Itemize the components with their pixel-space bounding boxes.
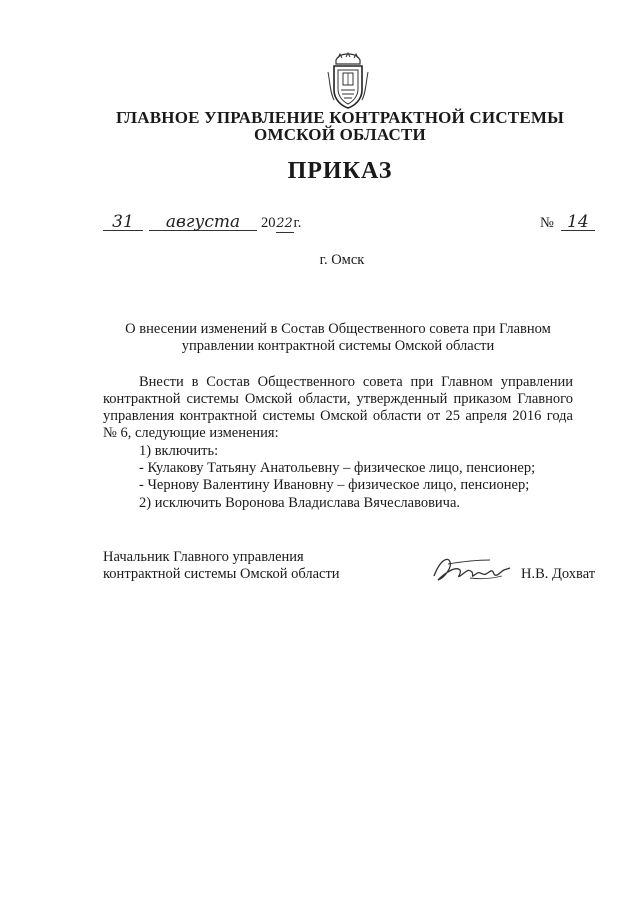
signer-position-line1: Начальник Главного управления: [103, 549, 304, 565]
body-line2: контрактной системы Омской области, утвержденный приказом Главного: [103, 391, 573, 407]
document-number: [540, 214, 595, 232]
number-sign: №: [540, 215, 554, 231]
signer-name: Н.В. Дохват: [521, 566, 596, 582]
body-line3: управления контрактной системы Омской области от 25 апреля 2016 года: [103, 408, 573, 424]
signer-position-line2: контрактной системы Омской области: [103, 566, 340, 582]
city: г. Омск: [319, 252, 365, 268]
list-item-include: 1) включить:: [139, 443, 219, 459]
body-line1: Внести в Состав Общественного совета при Главном управлении: [139, 374, 573, 390]
number-value: 14: [561, 214, 595, 231]
list-item-exclude: 2) исключить Воронова Владислава Вячеславовича.: [139, 495, 461, 511]
body-line4: № 6, следующие изменения:: [103, 425, 279, 441]
date-month: августа: [149, 214, 257, 231]
date-day: 31: [103, 214, 143, 231]
document-date: [103, 214, 301, 233]
date-year-suffix: 22: [276, 216, 293, 231]
list-item-include-person1: - Кулакову Татьяну Анатольевну – физическое лицо, пенсионер;: [139, 460, 536, 476]
subject-line2: управлении контрактной системы Омской области: [181, 338, 495, 354]
list-item-include-person2: - Чернову Валентину Ивановну – физическое лицо, пенсионер;: [139, 477, 530, 493]
organization-name-line1: ГЛАВНОЕ УПРАВЛЕНИЕ КОНТРАКТНОЙ СИСТЕМЫ: [115, 108, 565, 127]
handwritten-signature: [430, 552, 512, 584]
subject-line1: О внесении изменений в Состав Общественного совета при Главном: [125, 321, 551, 337]
document-type-title: ПРИКАЗ: [287, 158, 393, 184]
date-year-prefix: 20: [261, 215, 276, 231]
organization-name-line2: ОМСКОЙ ОБЛАСТИ: [254, 125, 426, 144]
date-year-end: г.: [293, 215, 302, 231]
omsk-coat-of-arms-icon: [324, 52, 372, 110]
